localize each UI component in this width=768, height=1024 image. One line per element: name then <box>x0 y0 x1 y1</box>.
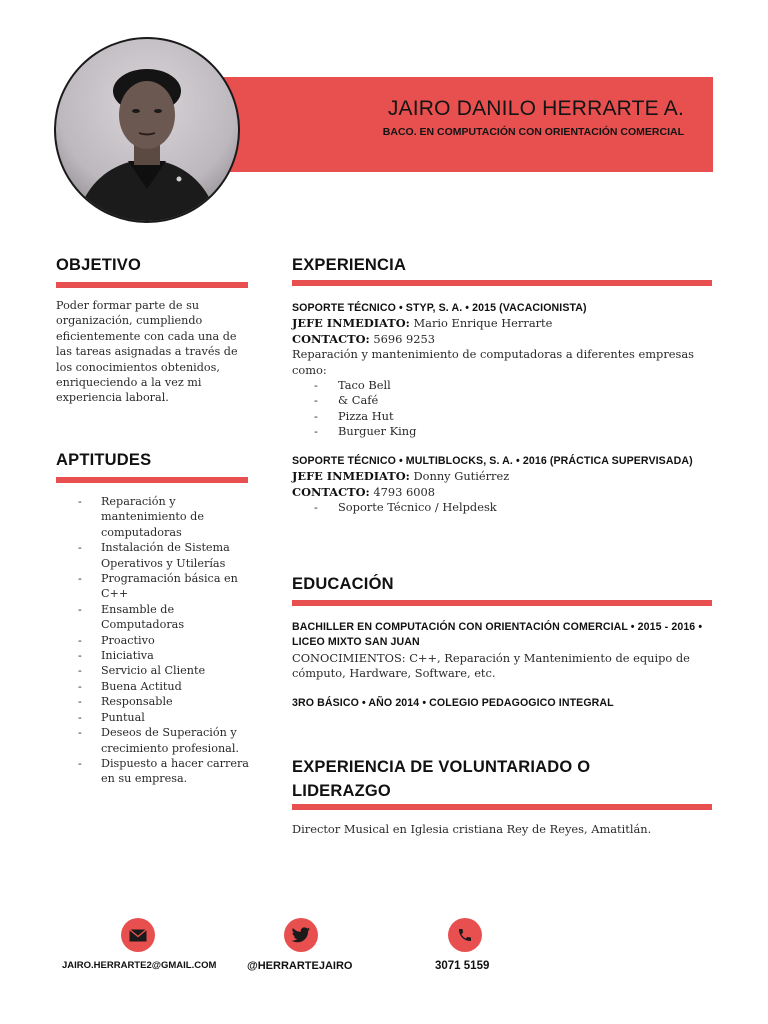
objective-text: Poder formar parte de su organización, cumpliendo eficientemente con cada una de las tareas asignadas a través de los conocimientos obtenidos, enriqueciendo a la vez mi experiencia laboral. <box>56 299 238 405</box>
experience-title: EXPERIENCIA <box>292 256 407 274</box>
skill-item: - Instalación de Sistema Operativos y Utilerías <box>56 540 256 571</box>
volunteer-title: EXPERIENCIA DE VOLUNTARIADO O LIDERAZGO <box>292 758 591 800</box>
job-heading: SOPORTE TÉCNICO • MULTIBLOCKS, S. A. • 2016 (PRÁCTICA SUPERVISADA) <box>292 455 693 467</box>
boss-label: JEFE INMEDIATO: <box>292 316 410 331</box>
skill-item: - Programación básica en C++ <box>56 571 256 602</box>
contact-number: 4793 6008 <box>373 484 435 499</box>
boss-name: Mario Enrique Herrarte <box>413 316 553 331</box>
volunteer-text: Director Musical en Iglesia cristiana Rey de Reyes, Amatitlán. <box>292 822 652 836</box>
envelope-icon[interactable] <box>121 918 155 952</box>
objective-rule <box>56 282 248 288</box>
task-item: - Soporte Técnico / Helpdesk <box>292 500 712 515</box>
job-heading: SOPORTE TÉCNICO • STYP, S. A. • 2015 (VACACIONISTA) <box>292 302 587 314</box>
phone-icon[interactable] <box>448 918 482 952</box>
client-item: - Pizza Hut <box>292 409 712 424</box>
job-contact <box>292 332 712 347</box>
education-entry-1 <box>292 620 712 682</box>
job-contact <box>292 485 712 500</box>
contact-email[interactable]: JAIRO.HERRARTE2@GMAIL.COM <box>62 960 217 971</box>
education-title: EDUCACIÓN <box>292 575 394 593</box>
skill-item: - Responsable <box>56 694 256 709</box>
volunteer-rule <box>292 804 712 810</box>
education-detail: CONOCIMIENTOS: C++, Reparación y Mantenimiento de equipo de cómputo, Hardware, Software, etc. <box>292 650 690 681</box>
skill-item: - Deseos de Superación y crecimiento profesional. <box>56 725 256 756</box>
skill-item: - Puntual <box>56 710 256 725</box>
client-item: - & Café <box>292 393 712 408</box>
client-item: - Burguer King <box>292 424 712 439</box>
job-tasks-list <box>292 500 712 515</box>
job-boss <box>292 316 712 331</box>
contact-number: 5696 9253 <box>373 331 435 346</box>
skill-item: - Dispuesto a hacer carrera en su empresa. <box>56 756 256 787</box>
candidate-degree: BACO. EN COMPUTACIÓN CON ORIENTACIÓN COMERCIAL <box>382 126 684 138</box>
skills-rule <box>56 477 248 483</box>
twitter-bird-icon[interactable] <box>284 918 318 952</box>
job-boss <box>292 469 712 484</box>
candidate-name: JAIRO DANILO HERRARTE A. <box>387 97 684 120</box>
job-1 <box>292 301 712 440</box>
boss-name: Donny Gutiérrez <box>413 469 510 484</box>
contact-label: CONTACTO: <box>292 331 370 346</box>
boss-label: JEFE INMEDIATO: <box>292 469 410 484</box>
skill-item: - Ensamble de Computadoras <box>56 602 256 633</box>
skill-item: - Servicio al Cliente <box>56 663 256 678</box>
skills-title: APTITUDES <box>56 451 152 469</box>
contact-phone[interactable]: 3071 5159 <box>435 960 490 972</box>
client-item: - Taco Bell <box>292 378 712 393</box>
education-entry-2 <box>292 696 712 711</box>
skill-item: - Iniciativa <box>56 648 256 663</box>
contact-twitter[interactable]: @HERRARTEJAIRO <box>247 960 353 972</box>
skill-item: - Proactivo <box>56 633 256 648</box>
education-heading: 3RO BÁSICO • AÑO 2014 • COLEGIO PEDAGOGICO INTEGRAL <box>292 697 614 709</box>
job-2 <box>292 454 712 516</box>
skills-list <box>56 494 256 787</box>
contact-label: CONTACTO: <box>292 484 370 499</box>
job-description: Reparación y mantenimiento de computadoras a diferentes empresas como: <box>292 347 694 377</box>
education-heading: BACHILLER EN COMPUTACIÓN CON ORIENTACIÓN COMERCIAL • 2015 - 2016 • LICEO MIXTO SAN JUAN <box>292 621 703 649</box>
skills-list-wrap <box>56 494 256 787</box>
skill-item: - Reparación y mantenimiento de computadoras <box>56 494 256 540</box>
experience-rule <box>292 280 712 286</box>
skill-item: - Buena Actitud <box>56 679 256 694</box>
job-clients-list <box>292 378 712 440</box>
education-rule <box>292 600 712 606</box>
header-band <box>180 77 713 172</box>
profile-photo <box>56 39 238 221</box>
objective-title: OBJETIVO <box>56 256 142 274</box>
